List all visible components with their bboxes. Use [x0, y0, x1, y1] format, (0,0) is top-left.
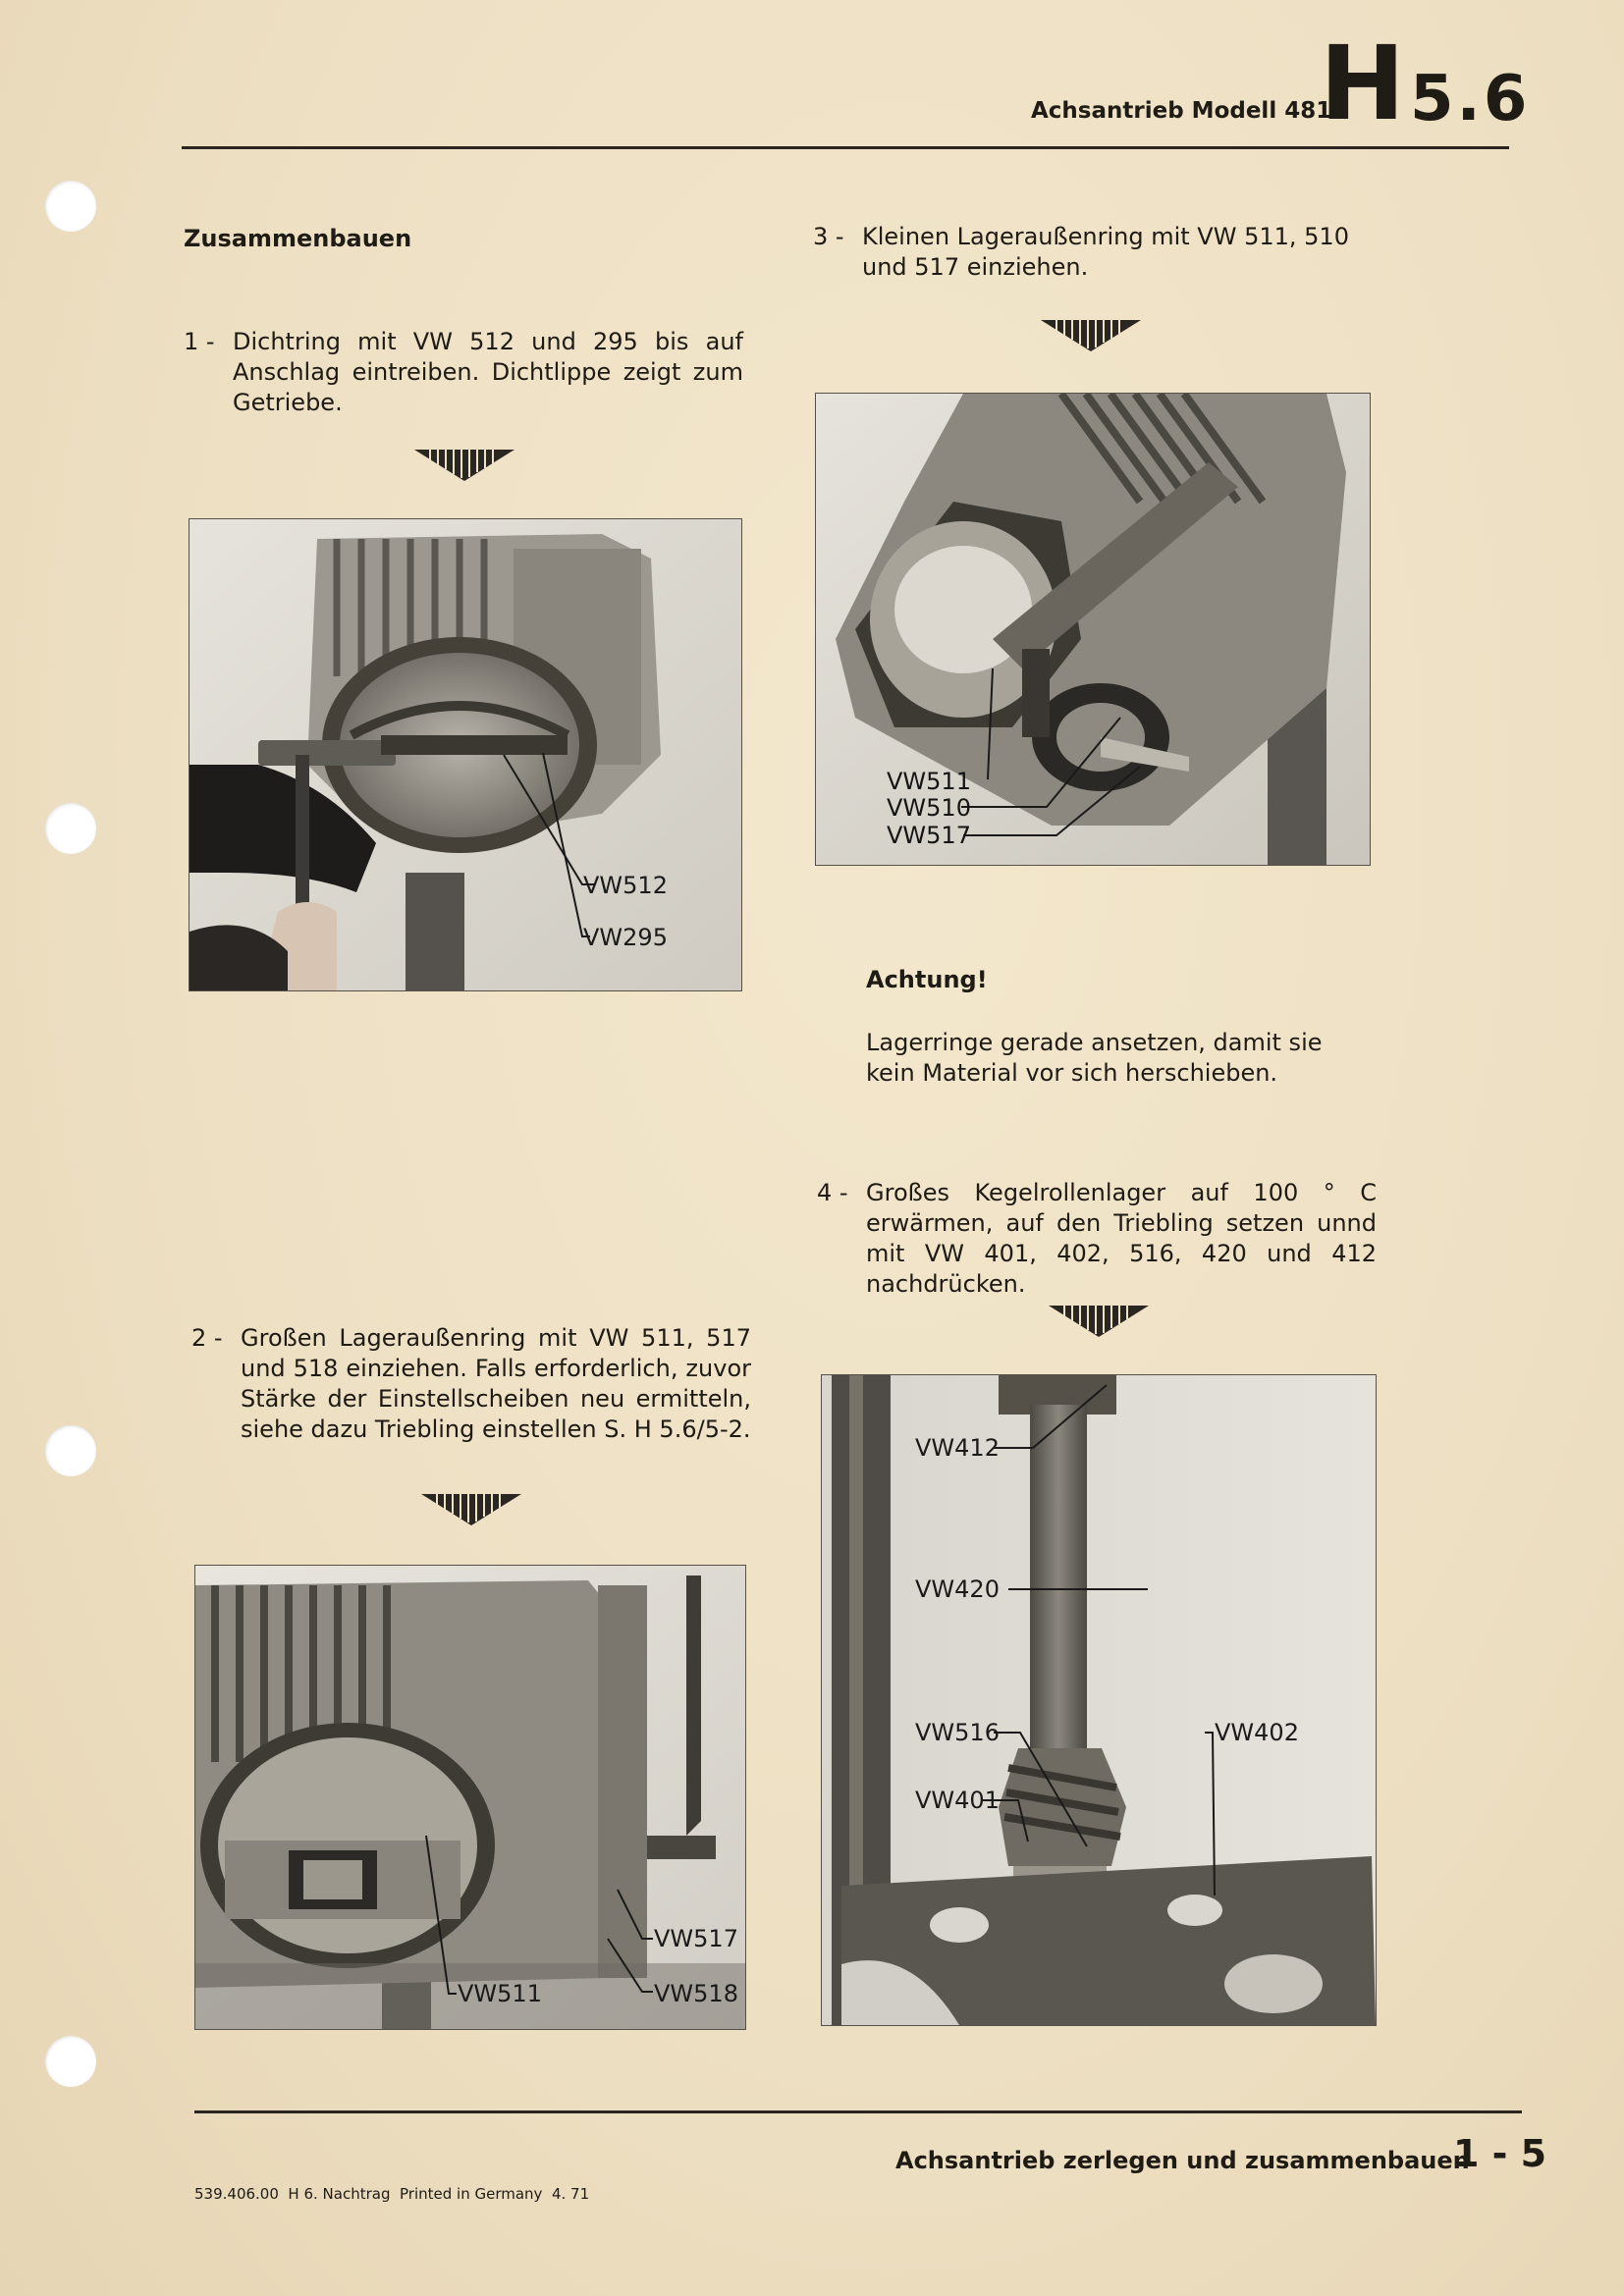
photo3-label-vw511: VW511	[887, 768, 971, 795]
photo4-label-vw412: VW412	[915, 1434, 1000, 1462]
photo1-label-vw512: VW512	[583, 872, 668, 899]
photo-seal-installation	[189, 518, 742, 991]
step-3-text: Kleinen Lageraußenring mit VW 511, 510 und 517 einziehen.	[862, 223, 1349, 281]
photo-tapered-roller-bearing	[821, 1374, 1377, 2026]
down-arrow-icon	[1047, 1304, 1151, 1339]
section-letter: H	[1320, 24, 1406, 143]
photo2-label-vw517: VW517	[654, 1925, 738, 1952]
footer-page-number: 1 - 5	[1453, 2132, 1547, 2175]
down-arrow-icon	[1039, 318, 1143, 353]
photo4-label-vw420: VW420	[915, 1575, 1000, 1603]
section-number: 5.6	[1410, 63, 1531, 135]
step-1-text: Dichtring mit VW 512 und 295 bis auf Anschlag eintreiben. Dichtlippe zeigt zum Getriebe.	[233, 328, 743, 416]
down-arrow-icon	[419, 1492, 523, 1527]
step-4-text: Großes Kegelrollenlager auf 100 ° C erwärmen, auf den Triebling setzen unnd mit VW 401, 402, 516, 420 und 412 nachdrücken.	[866, 1179, 1377, 1298]
footer-print-info: 539.406.00 H 6. Nachtrag Printed in Germany 4. 71	[194, 2185, 590, 2203]
footer-chapter: Achsantrieb zerlegen und zusammenbauen	[895, 2147, 1470, 2174]
step-4-number: 4 -	[817, 1179, 848, 1206]
photo1-label-vw295: VW295	[583, 924, 668, 951]
photo3-label-vw517: VW517	[887, 822, 971, 849]
step-2-number: 2 -	[191, 1324, 223, 1352]
footer-rule	[194, 2110, 1522, 2113]
step-1-number: 1 -	[184, 328, 215, 355]
step-2-text: Großen Lageraußenring mit VW 511, 517 und 518 einziehen. Falls erforderlich, zuvor Stärke der Einstellscheiben neu ermitteln, siehe dazu Triebling einstellen S. H 5.6/5-2.	[241, 1324, 751, 1443]
warning-text: Lagerringe gerade ansetzen, damit sie kein Material vor sich herschieben.	[866, 1029, 1323, 1087]
punch-hole-1	[45, 181, 96, 232]
photo-large-bearing-race	[194, 1565, 746, 2030]
punch-hole-3	[45, 1425, 96, 1476]
warning-title: Achtung!	[866, 966, 988, 993]
section-heading: Zusammenbauen	[184, 225, 412, 252]
punch-hole-2	[45, 803, 96, 854]
photo4-label-vw516: VW516	[915, 1719, 1000, 1746]
header-rule	[182, 146, 1509, 149]
step-3-number: 3 -	[813, 223, 844, 250]
photo3-label-vw510: VW510	[887, 794, 971, 822]
header-title: Achsantrieb Modell 481	[1031, 98, 1332, 124]
photo4-label-vw401: VW401	[915, 1787, 1000, 1814]
down-arrow-icon	[412, 448, 516, 483]
photo4-label-vw402: VW402	[1215, 1719, 1299, 1746]
photo2-label-vw518: VW518	[654, 1980, 738, 2007]
photo2-label-vw511: VW511	[458, 1980, 542, 2007]
punch-hole-4	[45, 2036, 96, 2087]
photo-small-bearing-race	[815, 393, 1371, 866]
